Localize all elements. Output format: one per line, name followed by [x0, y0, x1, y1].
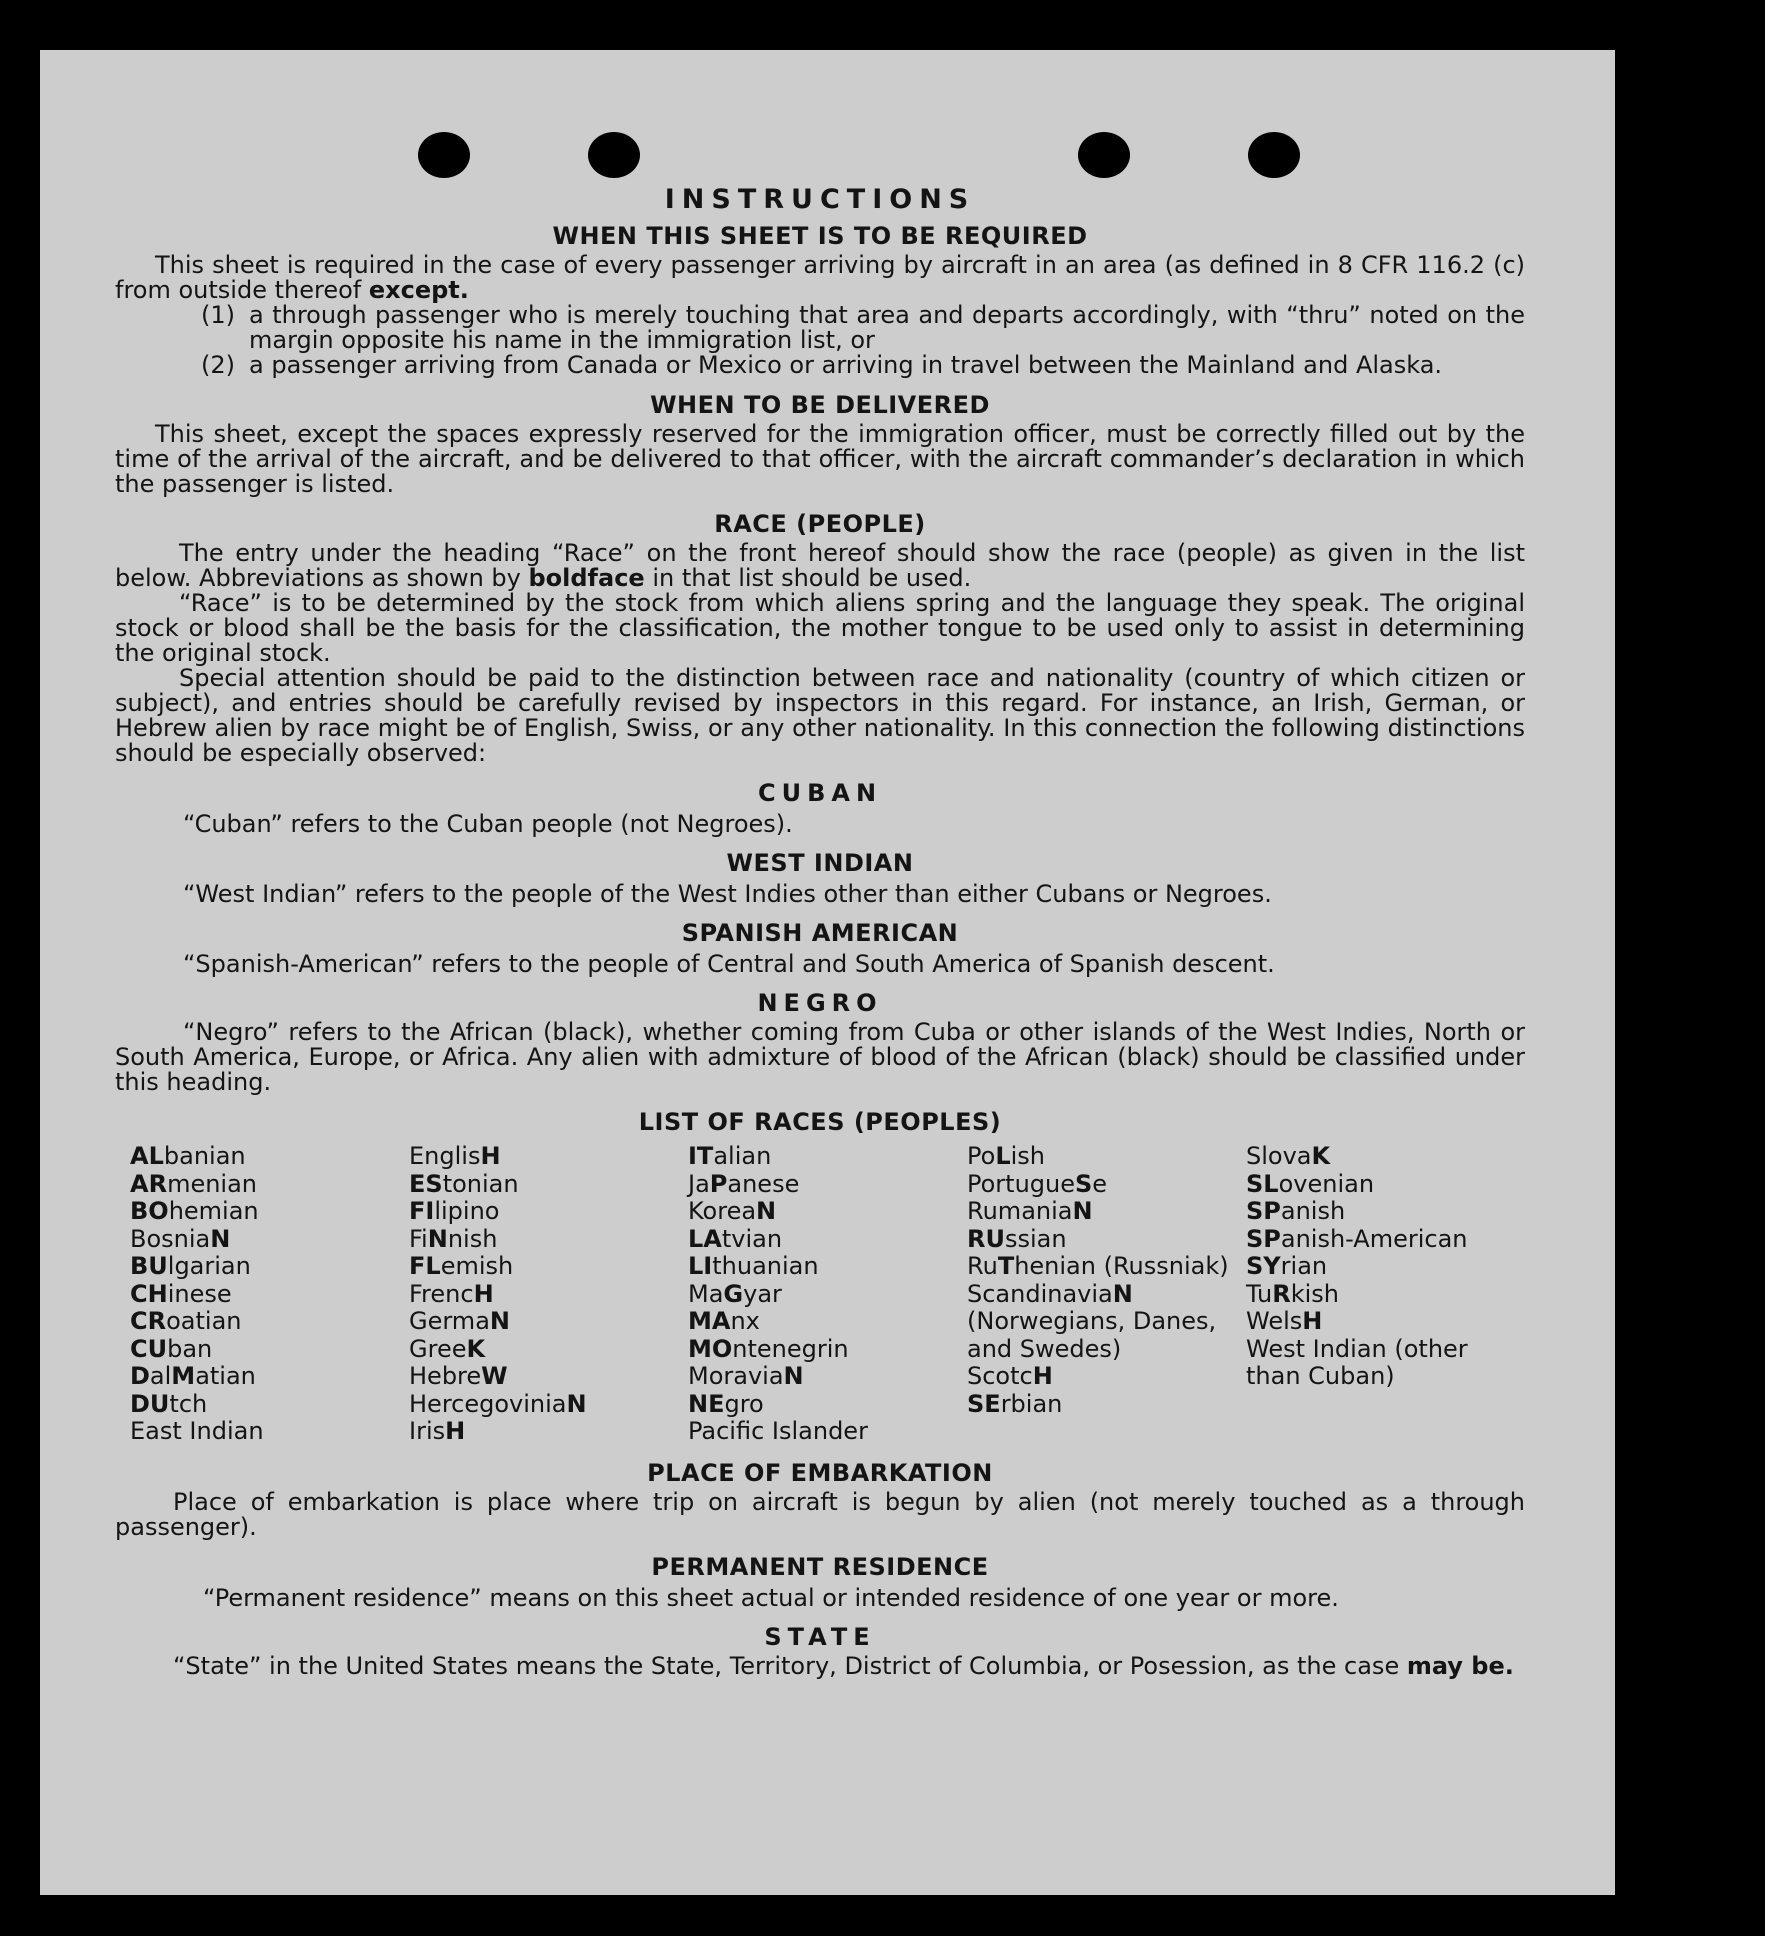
race-entry: FrencH	[409, 1279, 494, 1308]
race-entry: DUtch	[130, 1389, 208, 1418]
race-entry: JaPanese	[688, 1169, 800, 1198]
race-entry: MoraviaN	[688, 1362, 804, 1390]
race-entry: HebreW	[409, 1362, 508, 1390]
races-column	[409, 1143, 688, 1446]
race-paragraph-1: The entry under the heading “Race” on the front hereof should show the race (people) as given in the list below. Abbreviations as shown by boldface in that list should be used.	[115, 539, 1525, 592]
race-entry: RUssian	[967, 1224, 1067, 1253]
punch-hole	[588, 132, 640, 178]
race-entry: DalMatian	[130, 1362, 256, 1390]
embarkation-text: Place of embarkation is place where trip on aircraft is begun by alien (not merely touched as a through passenger).	[115, 1487, 1525, 1541]
race-entry: LAtvian	[688, 1224, 783, 1253]
punch-hole	[1078, 132, 1130, 178]
race-entry: MAnx	[688, 1307, 760, 1335]
race-entry: ARmenian	[130, 1169, 258, 1198]
race-entry: Pacific Islander	[688, 1417, 868, 1445]
heading-when-required: WHEN THIS SHEET IS TO BE REQUIRED	[552, 222, 1088, 250]
race-entry: SLovenian	[1246, 1169, 1375, 1198]
race-entry: GermaN	[409, 1307, 510, 1335]
races-column	[1246, 1143, 1525, 1446]
race-entry: SPanish	[1246, 1197, 1346, 1225]
race-entry: KoreaN	[688, 1197, 777, 1225]
race-entry: MOntenegrin	[688, 1334, 849, 1363]
west-indian-text: “West Indian” refers to the people of the West Indies other than either Cubans or Negroes.	[183, 880, 1272, 908]
instructions-content	[115, 183, 1525, 1689]
heading-cuban: CUBAN	[757, 779, 883, 807]
race-entry: ITalian	[688, 1142, 772, 1170]
race-entry: SErbian	[967, 1389, 1063, 1418]
spanish-american-text: “Spanish-American” refers to the people of Central and South America of Spanish descent.	[183, 950, 1275, 978]
exception-2: (2) a passenger arriving from Canada or Mexico or arriving in travel between the Mainland and Alaska.	[201, 351, 1443, 379]
races-list	[130, 1143, 1525, 1446]
punch-hole	[418, 132, 470, 178]
race-entry: WelsH	[1246, 1307, 1323, 1335]
race-entry: ScotcH	[967, 1362, 1053, 1390]
race-entry: CRoatian	[130, 1307, 242, 1335]
exception-1: (1) a through passenger who is merely touching that area and departs accordingly, with “thru” noted on the margin opposite his name in the immigration list, or	[201, 301, 1525, 354]
residence-text: “Permanent residence” means on this sheet actual or intended residence of one year or more.	[203, 1583, 1339, 1612]
race-entry: IrisH	[409, 1417, 466, 1445]
heading-place-of-embarkation: PLACE OF EMBARKATION	[647, 1458, 993, 1487]
race-entry: TuRkish	[1246, 1279, 1339, 1308]
race-entry: CUban	[130, 1334, 213, 1363]
delivered-text: This sheet, except the spaces expressly reserved for the immigration officer, must be correctly filled out by the time of the arrival of the aircraft, and be delivered to that officer, with the aircraft commander’s declaration in which the passenger is listed.	[115, 420, 1525, 498]
race-entry: East Indian	[130, 1417, 264, 1445]
races-column	[130, 1143, 409, 1446]
race-entry: FLemish	[409, 1252, 514, 1280]
negro-text: “Negro” refers to the African (black), whether coming from Cuba or other islands of the West Indies, North or South America, Europe, or Africa. Any alien with admixture of blood of the African (black) should be classified under this heading.	[115, 1018, 1525, 1096]
page-title: INSTRUCTIONS	[664, 184, 976, 215]
heading-list-of-races: LIST OF RACES (PEOPLES)	[638, 1108, 1002, 1136]
race-paragraph-3: Special attention should be paid to the distinction between race and nationality (country of which citizen or subject), and entries should be carefully revised by inspectors in this regard. For instance, an Irish, German, or Hebrew alien by race might be of English, Swiss, or any other nationality. In this connection the following distinctions should be especially observed:	[115, 664, 1525, 767]
race-entry: RumaniaN	[967, 1197, 1093, 1225]
races-column	[967, 1143, 1246, 1446]
race-paragraph-2: “Race” is to be determined by the stock from which aliens spring and the language they speak. The original stock or blood shall be the basis for the classification, the mother tongue to be used only to assist in determining the original stock.	[115, 589, 1525, 667]
heading-spanish-american: SPANISH AMERICAN	[681, 919, 959, 947]
race-entry: PoLish	[967, 1142, 1045, 1170]
race-entry: BOhemian	[130, 1197, 259, 1225]
race-entry: ALbanian	[130, 1142, 246, 1170]
state-text: “State” in the United States means the State, Territory, District of Columbia, or Posession, as the case may be.	[173, 1651, 1514, 1680]
race-entry: BosniaN	[130, 1224, 231, 1253]
heading-when-delivered: WHEN TO BE DELIVERED	[650, 391, 990, 419]
race-entry: FIlipino	[409, 1197, 500, 1225]
race-entry: CHinese	[130, 1279, 232, 1308]
race-entry: FiNnish	[409, 1224, 498, 1253]
heading-west-indian: WEST INDIAN	[726, 849, 914, 877]
race-entry: PortugueSe	[967, 1169, 1108, 1198]
heading-permanent-residence: PERMANENT RESIDENCE	[651, 1552, 989, 1581]
race-entry: LIthuanian	[688, 1252, 819, 1280]
heading-race: RACE (PEOPLE)	[714, 510, 926, 538]
race-entry: NEgro	[688, 1389, 764, 1418]
race-entry: SPanish-American	[1246, 1224, 1468, 1253]
race-entry: SYrian	[1246, 1252, 1328, 1280]
heading-negro: NEGRO	[757, 989, 883, 1017]
race-entry: ScandinaviaN (Norwegians, Danes, and Swedes)	[967, 1279, 1217, 1363]
required-intro: This sheet is required in the case of every passenger arriving by aircraft in an area (as defined in 8 CFR 116.2 (c) from outside thereof except.	[115, 251, 1525, 304]
race-entry: RuThenian (Russniak)	[967, 1252, 1229, 1280]
race-entry: West Indian (other than Cuban)	[1246, 1334, 1468, 1390]
race-entry: GreeK	[409, 1334, 486, 1363]
punch-hole	[1248, 132, 1300, 178]
race-entry: EStonian	[409, 1169, 519, 1198]
race-entry: HercegoviniaN	[409, 1389, 587, 1418]
race-entry: MaGyar	[688, 1279, 782, 1308]
race-entry: EnglisH	[409, 1142, 501, 1170]
races-column	[688, 1143, 967, 1446]
heading-state: STATE	[764, 1622, 876, 1651]
race-entry: SlovaK	[1246, 1142, 1331, 1170]
cuban-text: “Cuban” refers to the Cuban people (not Negroes).	[183, 810, 793, 838]
race-entry: BUlgarian	[130, 1252, 251, 1280]
